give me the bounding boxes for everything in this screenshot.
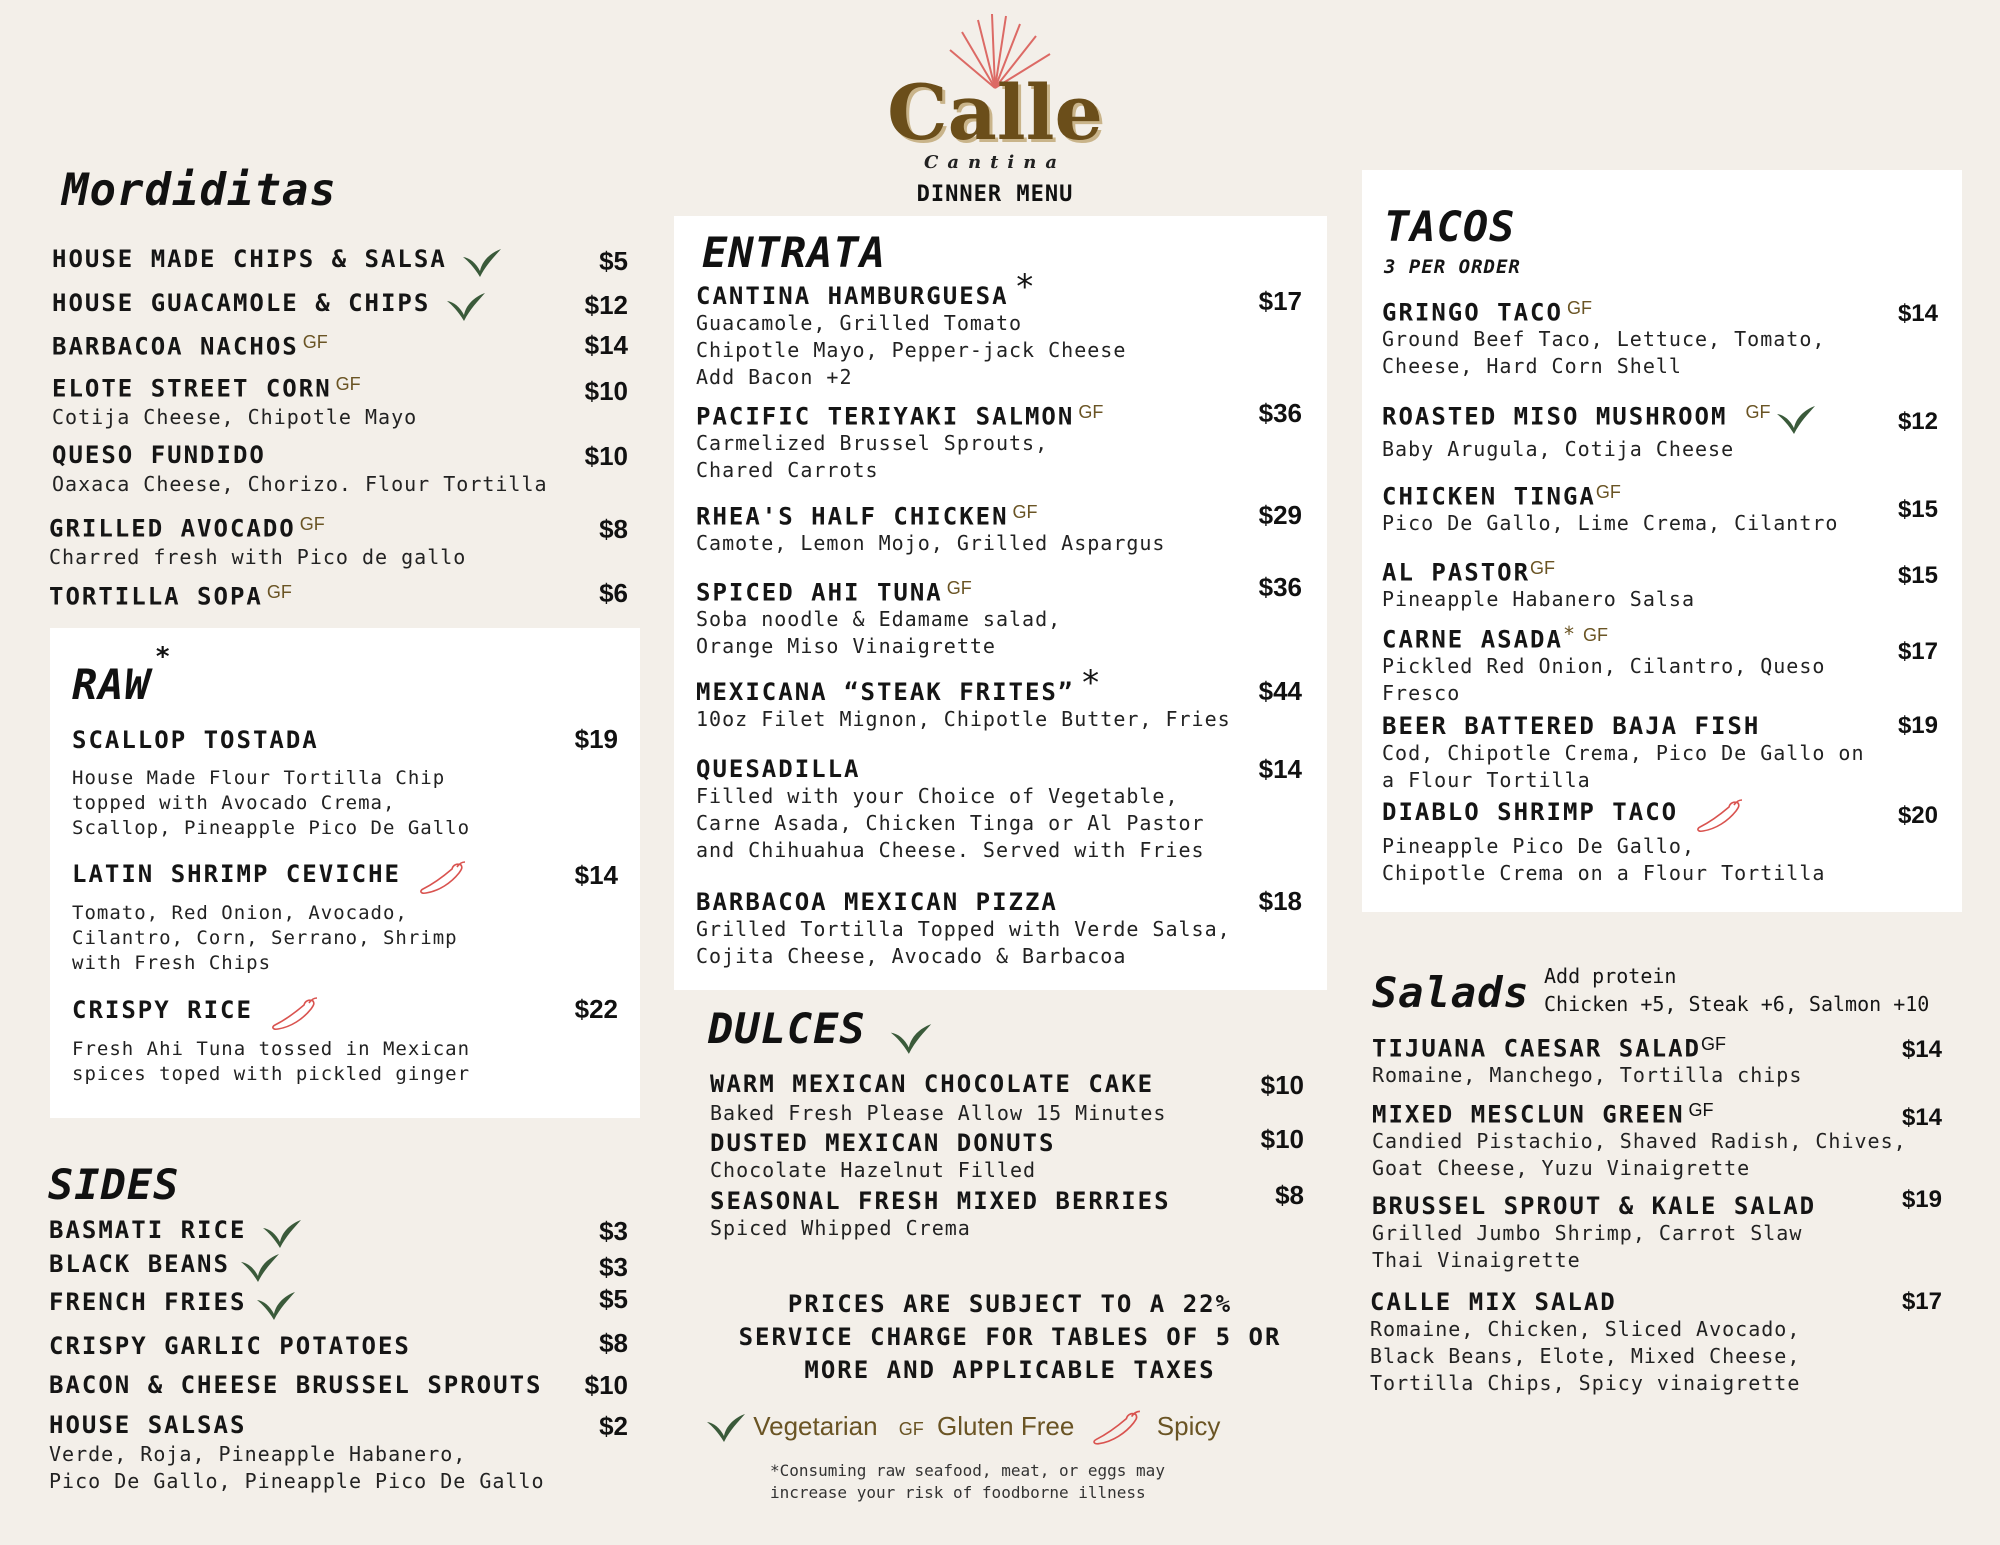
menu-item xyxy=(49,514,466,571)
gluten-free-mark: GF xyxy=(302,332,328,352)
menu-item xyxy=(1372,1100,1907,1182)
menu-item xyxy=(49,582,292,610)
menu-item xyxy=(710,1070,1166,1127)
menu-item xyxy=(52,289,486,323)
brand-subtitle: Cantina xyxy=(924,152,1066,173)
item-name: BACON & CHEESE BRUSSEL SPROUTS xyxy=(49,1371,543,1399)
menu-item xyxy=(696,402,1103,484)
item-name: CARNE ASADA xyxy=(1382,625,1563,654)
item-price: $20 xyxy=(1897,802,1938,829)
item-price: $19 xyxy=(574,724,618,754)
item-name: SCALLOP TOSTADA xyxy=(72,726,319,754)
menu-item xyxy=(49,1250,280,1284)
menu-item xyxy=(1382,712,1865,794)
item-name: CRISPY RICE xyxy=(72,996,253,1024)
item-description: Carne Asada, Chicken Tinga or Al Pastor xyxy=(696,811,1205,835)
item-description: Spiced Whipped Crema xyxy=(710,1216,971,1240)
item-description: Scallop, Pineapple Pico De Gallo xyxy=(72,817,471,839)
menu-item xyxy=(696,502,1165,557)
item-price: $8 xyxy=(599,1328,628,1358)
gluten-free-mark: GF xyxy=(946,578,972,598)
item-price: $10 xyxy=(584,376,628,406)
item-description: Fresco xyxy=(1382,681,1461,706)
item-description: topped with Avocado Crema, xyxy=(72,792,396,814)
item-price: $17 xyxy=(1897,638,1938,665)
item-price: $12 xyxy=(1897,408,1938,435)
item-name: HOUSE SALSAS xyxy=(49,1411,247,1439)
menu-item xyxy=(52,245,502,279)
item-description: Black Beans, Elote, Mixed Cheese, xyxy=(1370,1344,1801,1368)
item-description: Chipotle Mayo, Pepper-jack Cheese xyxy=(696,338,1127,362)
menu-item xyxy=(1382,622,1825,707)
item-description: Pico De Gallo, Pineapple Pico De Gallo xyxy=(49,1469,545,1493)
item-price: $17 xyxy=(1258,286,1302,316)
item-description: Thai Vinaigrette xyxy=(1372,1248,1581,1272)
item-description: Candied Pistachio, Shaved Radish, Chives, xyxy=(1372,1129,1907,1154)
item-price: $36 xyxy=(1258,398,1302,428)
menu-item xyxy=(52,441,548,498)
gluten-free-mark: GF xyxy=(335,374,361,394)
salads-addon xyxy=(1544,962,1929,1018)
item-price: $44 xyxy=(1258,676,1302,706)
item-description: Tortilla Chips, Spicy vinaigrette xyxy=(1370,1371,1801,1395)
item-description: Ground Beef Taco, Lettuce, Tomato, xyxy=(1382,327,1826,352)
gluten-free-mark: GF xyxy=(1583,625,1608,645)
item-name: MEXICANA “STEAK FRITES” xyxy=(696,678,1075,706)
item-price: $14 xyxy=(574,860,618,890)
item-description: Carmelized Brussel Sprouts, xyxy=(696,431,1049,456)
item-price: $10 xyxy=(584,441,628,471)
vegetarian-leaf-icon xyxy=(240,1252,280,1284)
menu-item xyxy=(49,1411,545,1495)
menu-item xyxy=(49,1216,302,1250)
raw-warning-star: * xyxy=(1562,622,1575,646)
item-description: Camote, Lemon Mojo, Grilled Aspargus xyxy=(696,531,1166,556)
item-name: ELOTE STREET CORN xyxy=(52,374,332,403)
item-name: HOUSE GUACAMOLE & CHIPS xyxy=(52,289,431,317)
disclaimer-line: *Consuming raw seafood, meat, or eggs may xyxy=(770,1461,1165,1480)
item-description: with Fresh Chips xyxy=(72,951,272,974)
item-name: CHICKEN TINGA xyxy=(1382,482,1596,511)
item-name: GRINGO TACO xyxy=(1382,298,1563,327)
menu-item xyxy=(52,374,417,431)
item-name: BASMATI RICE xyxy=(49,1216,247,1244)
vegetarian-leaf-icon xyxy=(1776,404,1816,436)
spicy-chili-icon xyxy=(1694,799,1744,833)
item-name: SEASONAL FRESH MIXED BERRIES xyxy=(710,1187,1171,1215)
item-description: Chipotle Crema on a Flour Tortilla xyxy=(1382,860,1826,885)
addon-line: Add protein xyxy=(1544,964,1677,988)
item-name: SPICED AHI TUNA xyxy=(696,578,943,607)
item-description: Baby Arugula, Cotija Cheese xyxy=(1382,436,1735,461)
vegetarian-leaf-icon xyxy=(462,247,502,279)
menu-item xyxy=(710,1129,1055,1184)
item-description: Grilled Jumbo Shrimp, Carrot Slaw xyxy=(1372,1221,1803,1245)
item-price: $22 xyxy=(574,994,618,1024)
item-name: QUESO FUNDIDO xyxy=(52,441,266,469)
menu-item xyxy=(72,860,467,976)
item-description: Tomato, Red Onion, Avocado, xyxy=(72,901,408,924)
brand-logo xyxy=(880,10,1110,210)
item-name: BEER BATTERED BAJA FISH xyxy=(1382,712,1761,740)
disclaimer-line: increase your risk of foodborne illness xyxy=(770,1483,1146,1502)
mordiditas-title: Mordiditas xyxy=(62,165,337,216)
tacos-panel xyxy=(1362,170,1962,912)
notice-line: PRICES ARE SUBJECT TO A 22% xyxy=(787,1290,1233,1318)
menu-item xyxy=(49,1332,411,1360)
vegetarian-leaf-icon xyxy=(706,1412,746,1444)
menu-item xyxy=(1372,1034,1802,1089)
item-name: DIABLO SHRIMP TACO xyxy=(1382,798,1679,826)
item-name: RHEA'S HALF CHICKEN xyxy=(696,502,1009,531)
notice-line: SERVICE CHARGE FOR TABLES OF 5 OR xyxy=(738,1323,1282,1351)
spicy-chili-icon xyxy=(1090,1410,1142,1446)
item-description: Orange Miso Vinaigrette xyxy=(696,634,996,659)
gluten-free-mark: GF xyxy=(1566,298,1592,318)
menu-label: DINNER MENU xyxy=(916,182,1074,207)
item-description: House Made Flour Tortilla Chip xyxy=(72,767,446,789)
item-price: $15 xyxy=(1897,562,1938,589)
item-price: $8 xyxy=(599,514,628,544)
raw-warning-star: * xyxy=(1014,266,1036,307)
legend-gluten-free: Gluten Free xyxy=(937,1410,1075,1441)
menu-item xyxy=(696,578,1061,660)
item-description: 10oz Filet Mignon, Chipotle Butter, Fries xyxy=(696,707,1231,731)
raw-title xyxy=(72,642,172,709)
item-name: HOUSE MADE CHIPS & SALSA xyxy=(52,245,447,273)
item-description: Filled with your Choice of Vegetable, xyxy=(696,784,1179,808)
raw-star: * xyxy=(154,642,172,672)
vegetarian-leaf-icon xyxy=(446,291,486,323)
item-price: $10 xyxy=(1260,1124,1304,1154)
spicy-chili-icon xyxy=(417,861,467,895)
item-description: Cheese, Hard Corn Shell xyxy=(1382,354,1682,379)
entrata-title: ENTRATA xyxy=(702,228,887,277)
item-price: $17 xyxy=(1901,1288,1942,1315)
item-description: Romaine, Manchego, Tortilla chips xyxy=(1372,1063,1803,1088)
item-price: $8 xyxy=(1275,1180,1304,1210)
item-name: ROASTED MISO MUSHROOM xyxy=(1382,402,1728,431)
gluten-free-mark: GF xyxy=(1700,1034,1726,1054)
menu-item xyxy=(1382,558,1695,613)
item-price: $2 xyxy=(599,1411,628,1441)
item-price: $6 xyxy=(599,578,628,608)
item-name: FRENCH FRIES xyxy=(49,1288,247,1316)
item-description: Goat Cheese, Yuzu Vinaigrette xyxy=(1372,1156,1751,1181)
menu-item xyxy=(1372,1192,1816,1274)
gluten-free-mark: GF xyxy=(266,582,292,602)
salads-title: Salads xyxy=(1372,968,1530,1017)
item-name: QUESADILLA xyxy=(696,755,861,783)
item-name: GRILLED AVOCADO xyxy=(49,514,296,543)
tacos-title: TACOS xyxy=(1384,202,1516,251)
item-price: $12 xyxy=(584,290,628,320)
menu-item xyxy=(696,755,1205,864)
item-name: CANTINA HAMBURGUESA xyxy=(696,282,1009,310)
legend-gf-mark: GF xyxy=(898,1418,924,1439)
raw-title-text: RAW xyxy=(72,660,151,709)
item-description: Pico De Gallo, Lime Crema, Cilantro xyxy=(1382,511,1839,536)
menu-item xyxy=(696,266,1127,391)
menu-item xyxy=(52,332,328,360)
item-description: Charred fresh with Pico de gallo xyxy=(49,545,467,570)
item-price: $29 xyxy=(1258,500,1302,530)
menu-item xyxy=(1370,1288,1800,1397)
gluten-free-mark: GF xyxy=(1745,402,1771,422)
item-price: $3 xyxy=(599,1216,628,1246)
menu-item xyxy=(696,662,1231,733)
gluten-free-mark: GF xyxy=(1688,1100,1714,1120)
item-description: Romaine, Chicken, Sliced Avocado, xyxy=(1370,1317,1801,1341)
disclaimer xyxy=(770,1460,1165,1504)
item-price: $14 xyxy=(584,330,628,360)
item-price: $14 xyxy=(1901,1104,1942,1131)
menu-item xyxy=(1382,402,1816,463)
item-name: WARM MEXICAN CHOCOLATE CAKE xyxy=(710,1070,1155,1098)
item-name: DUSTED MEXICAN DONUTS xyxy=(710,1129,1056,1157)
item-name: LATIN SHRIMP CEVICHE xyxy=(72,860,401,888)
item-description: Baked Fresh Please Allow 15 Minutes xyxy=(710,1101,1167,1125)
item-description: Pineapple Pico De Gallo, xyxy=(1382,833,1695,858)
gluten-free-mark: GF xyxy=(1595,482,1621,502)
dulces-title: DULCES xyxy=(708,1004,866,1053)
item-description: Cotija Cheese, Chipotle Mayo xyxy=(52,405,418,430)
entrata-panel xyxy=(674,216,1327,990)
service-charge-notice xyxy=(700,1288,1320,1387)
item-price: $14 xyxy=(1897,300,1938,327)
item-description: Verde, Roja, Pineapple Habanero, xyxy=(49,1442,467,1466)
item-name: TORTILLA SOPA xyxy=(49,582,263,611)
item-name: BARBACOA NACHOS xyxy=(52,332,299,361)
item-description: Add Bacon +2 xyxy=(696,365,853,389)
menu-item xyxy=(1382,482,1838,537)
item-name: PACIFIC TERIYAKI SALMON xyxy=(696,402,1075,431)
item-price: $5 xyxy=(599,246,628,276)
sides-title: SIDES xyxy=(48,1160,180,1209)
item-description: Fresh Ahi Tuna tossed in Mexican xyxy=(72,1037,471,1060)
raw-panel xyxy=(50,628,640,1118)
gluten-free-mark: GF xyxy=(1078,402,1104,422)
item-description: Cilantro, Corn, Serrano, Shrimp xyxy=(72,926,458,949)
item-price: $15 xyxy=(1897,496,1938,523)
menu-item xyxy=(72,726,470,841)
gluten-free-mark: GF xyxy=(1530,558,1556,578)
item-price: $36 xyxy=(1258,572,1302,602)
menu-item xyxy=(1382,798,1825,887)
item-description: Chared Carrots xyxy=(696,458,879,483)
item-name: CRISPY GARLIC POTATOES xyxy=(49,1332,411,1360)
item-description: Oaxaca Cheese, Chorizo. Flour Tortilla xyxy=(52,472,548,496)
item-description: Guacamole, Grilled Tomato xyxy=(696,311,1023,335)
addon-line: Chicken +5, Steak +6, Salmon +10 xyxy=(1544,992,1930,1016)
legend xyxy=(706,1410,1306,1446)
dulces-heading xyxy=(708,1004,933,1056)
menu-item xyxy=(49,1371,542,1399)
tacos-subtitle: 3 PER ORDER xyxy=(1384,256,1521,278)
item-description: Pickled Red Onion, Cilantro, Queso xyxy=(1382,654,1826,679)
menu-item xyxy=(49,1288,296,1322)
item-description: Grilled Tortilla Topped with Verde Salsa, xyxy=(696,917,1231,941)
item-name: MIXED MESCLUN GREEN xyxy=(1372,1100,1685,1129)
item-price: $5 xyxy=(599,1284,628,1314)
item-price: $14 xyxy=(1258,754,1302,784)
menu-item xyxy=(72,996,470,1087)
raw-warning-star: * xyxy=(1080,662,1101,703)
notice-line: MORE AND APPLICABLE TAXES xyxy=(804,1356,1216,1384)
item-description: Cod, Chipotle Crema, Pico De Gallo on xyxy=(1382,741,1865,765)
gluten-free-mark: GF xyxy=(1012,502,1038,522)
vegetarian-leaf-icon xyxy=(256,1290,296,1322)
item-price: $19 xyxy=(1901,1186,1942,1213)
item-description: and Chihuahua Cheese. Served with Fries xyxy=(696,838,1205,862)
item-price: $10 xyxy=(584,1370,628,1400)
item-description: a Flour Tortilla xyxy=(1382,768,1591,792)
item-name: BARBACOA MEXICAN PIZZA xyxy=(696,888,1058,916)
vegetarian-leaf-icon xyxy=(262,1218,302,1250)
item-name: BRUSSEL SPROUT & KALE SALAD xyxy=(1372,1192,1817,1220)
vegetarian-leaf-icon xyxy=(889,1022,933,1056)
item-price: $14 xyxy=(1901,1036,1942,1063)
menu-item xyxy=(1382,298,1825,380)
item-description: spices toped with pickled ginger xyxy=(72,1062,471,1085)
item-name: TIJUANA CAESAR SALAD xyxy=(1372,1034,1701,1063)
item-description: Cojita Cheese, Avocado & Barbacoa xyxy=(696,944,1127,968)
item-description: Soba noodle & Edamame salad, xyxy=(696,607,1062,632)
item-description: Chocolate Hazelnut Filled xyxy=(710,1158,1037,1182)
brand-name: Calle xyxy=(887,68,1103,157)
legend-spicy: Spicy xyxy=(1156,1410,1221,1441)
item-price: $10 xyxy=(1260,1070,1304,1100)
item-description: Pineapple Habanero Salsa xyxy=(1382,587,1695,612)
item-name: BLACK BEANS xyxy=(49,1250,230,1278)
item-price: $19 xyxy=(1897,712,1938,739)
menu-item xyxy=(710,1187,1171,1242)
item-name: AL PASTOR xyxy=(1382,558,1531,587)
item-price: $3 xyxy=(599,1252,628,1282)
menu-item xyxy=(696,888,1231,970)
spicy-chili-icon xyxy=(269,997,319,1031)
item-name: CALLE MIX SALAD xyxy=(1370,1288,1617,1316)
legend-vegetarian: Vegetarian xyxy=(753,1410,878,1441)
item-price: $18 xyxy=(1258,886,1302,916)
gluten-free-mark: GF xyxy=(299,514,325,534)
